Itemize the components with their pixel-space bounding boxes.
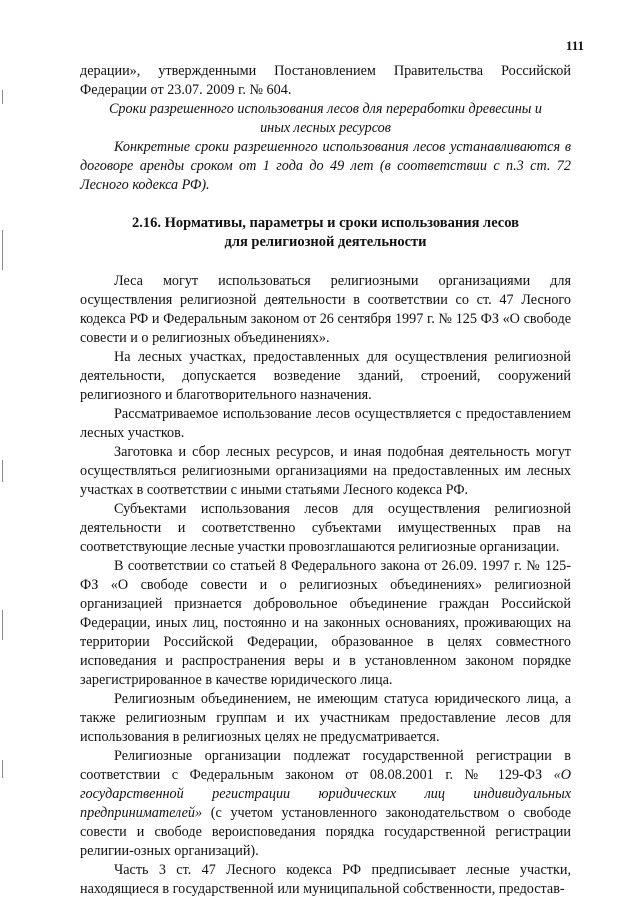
paragraph: Рассматриваемое использование лесов осуществляется с предоставлением лесных участков. bbox=[80, 406, 571, 441]
paragraph: Леса могут использоваться религиозными организациями для осуществления религиозной деятельности в соответствии со ст. 47 Лесного кодекса РФ и Федеральным законом от 26 сентября 1997 г. № 125 ФЗ «О свободе совести и о религиозных объединениях». bbox=[80, 273, 571, 346]
paragraph-text: Религиозные организации подлежат государственной регистрации в соответствии с Федеральным законом от 08.08.2001 г. № 129-ФЗ bbox=[80, 748, 571, 783]
page-number: 111 bbox=[565, 38, 584, 53]
section-title-line-2: для религиозной деятельности bbox=[224, 234, 427, 250]
paragraph: Субъектами использования лесов для осуществления религиозной деятельности и соответственно субъектами имущественных прав на соответствующие лесные участки провозглашаются религиозные организации. bbox=[80, 501, 571, 555]
paragraph: Религиозным объединением, не имеющим статуса юридического лица, а также религиозным группам и их участникам предоставление лесов для использования в религиозных целях не предусматривается. bbox=[80, 691, 571, 745]
paragraph: В соответствии со статьей 8 Федерального закона от 26.09. 1997 г. № 125-ФЗ «О свободе совести и о религиозных объединениях» религиозной организацией признается добровольное объединение граждан Российской Федерации, иных лиц, постоянно и на законных основаниях, проживающих на территории Российской Федерации, образованное в целях совместного исповедания и распространения веры и в установленном законом порядке зарегистрированное в качестве юридического лица. bbox=[80, 558, 571, 688]
paragraph: На лесных участках, предоставленных для осуществления религиозной деятельности, допускается возведение зданий, строений, сооружений религиозного и благотворительного назначения. bbox=[80, 349, 571, 403]
paragraph-continuation: дерации», утвержденными Постановлением Правительства Российской Федерации от 23.07. 2009 г. № 604. bbox=[80, 63, 571, 98]
page-body bbox=[80, 62, 571, 899]
italic-paragraph: Конкретные сроки разрешенного использования лесов устанавливаются в договоре аренды сроком от 1 года до 49 лет (в соответствии с п.3 ст. 72 Лесного кодекса РФ). bbox=[80, 139, 571, 193]
binding-edge bbox=[0, 0, 6, 905]
law-title-italic: «О государственной регистрации юридических лиц индивидуальных предпринимателей» bbox=[80, 767, 571, 821]
italic-subheading: Сроки разрешенного использования лесов для переработки древесины и иных лесных ресурсов bbox=[108, 101, 543, 136]
section-title-line-1: 2.16. Нормативы, параметры и сроки использования лесов bbox=[132, 215, 519, 231]
paragraph: Заготовка и сбор лесных ресурсов, и иная подобная деятельность могут осуществляться религиозными организациями на предоставленных им лесных участках в соответствии с иными статьями Лесного кодекса РФ. bbox=[80, 444, 571, 498]
paragraph: Часть 3 ст. 47 Лесного кодекса РФ предписывает лесные участки, находящиеся в государственной или муниципальной собственности, предостав- bbox=[80, 862, 571, 897]
section-title bbox=[80, 214, 571, 252]
paragraph-text: (с учетом установленного законодательством о свободе совести и свободе вероисповедания порядка государственной регистрации религии-озных организаций). bbox=[80, 805, 571, 859]
paragraph bbox=[80, 747, 571, 861]
